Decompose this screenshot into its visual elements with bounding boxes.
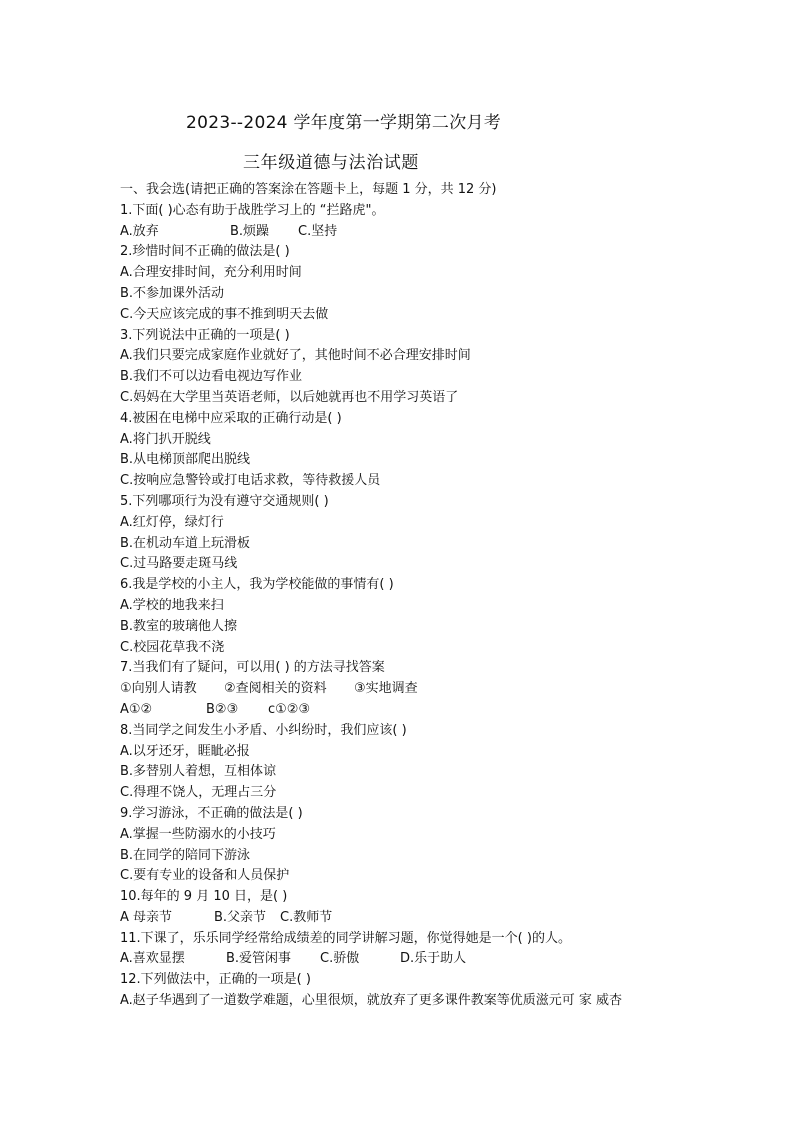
option-item[interactable]: B②③ [206,701,239,717]
option-item[interactable]: B.从电梯顶部爬出脱线 [120,452,251,468]
question-stem: 9.学习游泳，不正确的做法是( ) [120,805,303,821]
section-heading: 一、我会选(请把正确的答案涂在答题卡上，每题 1 分，共 12 分) [120,182,497,197]
option-item[interactable]: B.父亲节 [214,909,267,925]
exam-subtitle: 三年级道德与法治试题 [243,153,419,173]
question-stem: 3.下列说法中正确的一项是( ) [120,327,290,343]
option-item[interactable]: C.按响应急警铃或打电话求救，等待救援人员 [120,473,381,489]
question-section [120,180,700,1012]
option-item[interactable]: A.掌握一些防溺水的小技巧 [120,826,276,842]
hint-item: ②查阅相关的资料 [224,681,327,697]
option-item[interactable]: C.今天应该完成的事不推到明天去做 [120,306,329,322]
option-row [120,222,700,243]
option-item[interactable]: A.我们只要完成家庭作业就好了，其他时间不必合理安排时间 [120,348,471,364]
option-row [120,908,700,929]
option-item[interactable]: D.乐于助人 [400,951,467,967]
question-stem: 10.每年的 9 月 10 日，是( ) [120,889,288,905]
question-stem: 12.下列做法中，正确的一项是( ) [120,972,311,988]
question-stem: 11.下课了，乐乐同学经常给成绩差的同学讲解习题，你觉得她是一个( )的人。 [120,930,571,946]
question-stem: 7.当我们有了疑问，可以用( ) 的方法寻找答案 [120,660,385,676]
option-item[interactable]: C.教师节 [280,909,333,925]
option-item[interactable]: B.我们不可以边看电视边写作业 [120,369,303,385]
question-stem: 1.下面( )心态有助于战胜学习上的 “拦路虎"。 [120,202,385,218]
option-item[interactable]: B.多替别人着想，互相体谅 [120,764,277,780]
option-item[interactable]: A.合理安排时间，充分利用时间 [120,265,302,281]
hint-item: ③实地调查 [354,681,418,697]
option-item[interactable]: C.校园花草我不浇 [120,639,225,655]
option-item[interactable]: C.坚持 [298,223,338,239]
option-item[interactable]: A.放弃 [120,223,159,239]
option-row [120,949,700,970]
option-item[interactable]: A①② [120,701,153,717]
option-item[interactable]: B.爱管闲事 [226,951,292,967]
option-item[interactable]: A.赵子华遇到了一道数学难题，心里很烦，就放弃了更多课件教案等优质滋元可 家 威杏 [120,993,623,1009]
option-item[interactable]: B.在同学的陪同下游泳 [120,847,251,863]
question-list [120,201,700,1012]
option-item[interactable]: C.骄傲 [320,951,360,967]
exam-title: 2023--2024 学年度第一学期第二次月考 [186,113,502,133]
question-stem: 4.被困在电梯中应采取的正确行动是( ) [120,410,342,426]
option-item[interactable]: B.烦躁 [230,223,270,239]
hint-item: ①向别人请教 [120,681,197,697]
option-item[interactable]: A.将门扒开脱线 [120,431,211,447]
question-stem: 2.珍惜时间不正确的做法是( ) [120,244,290,260]
option-item[interactable]: A 母亲节 [120,909,173,925]
option-item[interactable]: B.教室的玻璃他人擦 [120,618,238,634]
option-item[interactable]: C.妈妈在大学里当英语老师，以后她就再也不用学习英语了 [120,389,459,405]
option-item[interactable]: C.要有专业的设备和人员保护 [120,868,290,884]
option-item[interactable]: c①②③ [268,701,311,717]
option-item[interactable]: A.红灯停，绿灯行 [120,514,224,530]
option-item[interactable]: B.在机动车道上玩滑板 [120,535,251,551]
option-item[interactable]: A.以牙还牙，睚眦必报 [120,743,250,759]
option-item[interactable]: A.学校的地我来扫 [120,597,224,613]
option-item[interactable]: A.喜欢显摆 [120,951,185,967]
option-row [120,700,700,721]
question-stem: 8.当同学之间发生小矛盾、小纠纷时，我们应该( ) [120,722,407,738]
question-hints [120,679,700,700]
option-item[interactable]: C.过马路要走斑马线 [120,556,238,572]
question-stem: 6.我是学校的小主人，我为学校能做的事情有( ) [120,577,394,593]
option-item[interactable]: B.不参加课外活动 [120,285,225,301]
option-item[interactable]: C.得理不饶人，无理占三分 [120,785,277,801]
question-stem: 5.下列哪项行为没有遵守交通规则( ) [120,493,329,509]
